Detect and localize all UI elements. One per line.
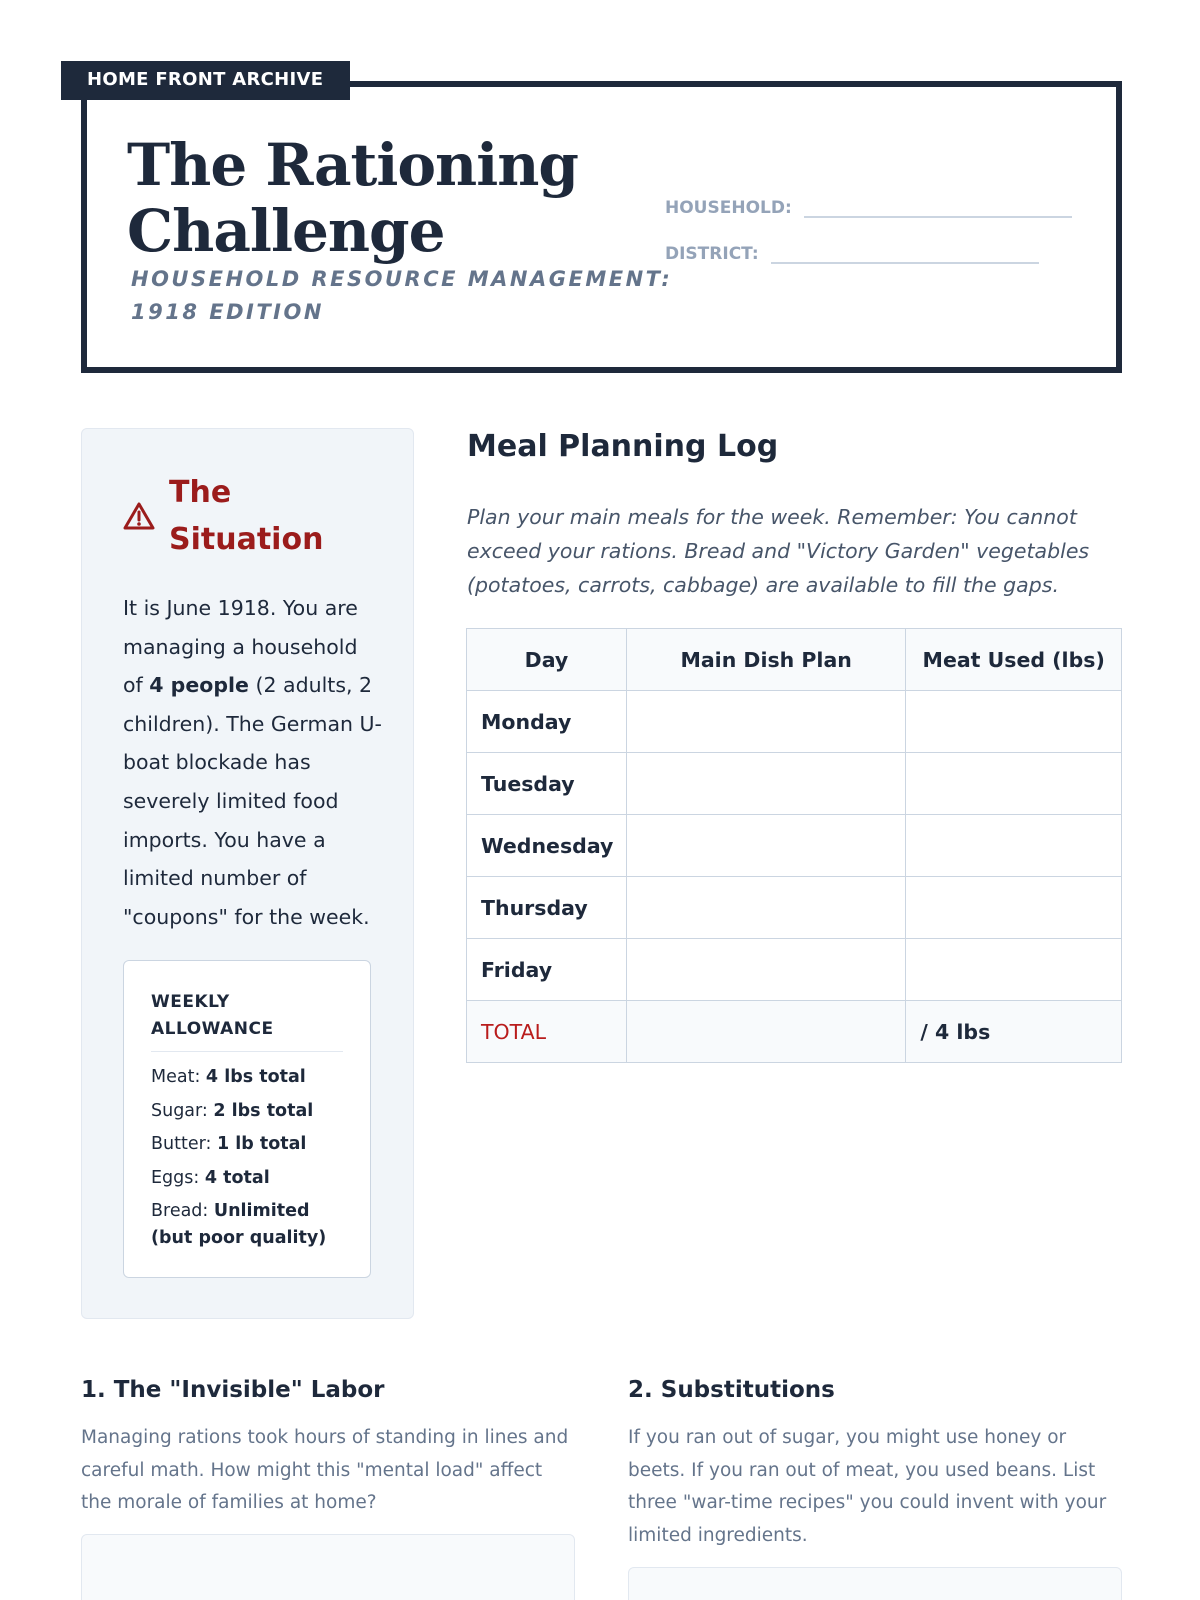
meat-used-input-cell[interactable] <box>906 691 1122 753</box>
total-row <box>467 1001 1122 1063</box>
main-dish-input-cell[interactable] <box>626 691 905 753</box>
main-dish-input-cell[interactable] <box>626 877 905 939</box>
allowance-value: 2 lbs total <box>213 1100 314 1121</box>
situation-text-part-1: It is June 1918. You are managing a household of <box>123 596 358 698</box>
table-row <box>467 753 1122 815</box>
situation-heading <box>169 469 323 563</box>
main-dish-input-cell[interactable] <box>626 939 905 1001</box>
column-header-day: Day <box>467 629 627 691</box>
title-line-2: Challenge <box>127 197 445 265</box>
meat-used-input-cell[interactable] <box>906 939 1122 1001</box>
allowance-value: 4 lbs total <box>205 1067 306 1087</box>
total-dish-cell <box>626 1001 905 1063</box>
allowance-value: Unlimited (but poor quality) <box>151 1201 327 1248</box>
situation-heading-line-2: Situation <box>169 522 324 557</box>
meat-used-input-cell[interactable] <box>906 815 1122 877</box>
day-cell: Thursday <box>467 877 627 939</box>
column-header-meat-used: Meat Used (lbs) <box>906 629 1122 691</box>
day-cell: Monday <box>467 691 627 753</box>
meal-planning-table <box>466 628 1122 1063</box>
allowance-label: Eggs: <box>151 1167 205 1188</box>
weekly-allowance-card <box>123 960 371 1278</box>
title-line-1: The Rationing <box>127 131 578 199</box>
table-row <box>467 815 1122 877</box>
allowance-label: Bread: <box>151 1201 214 1221</box>
total-label: TOTAL <box>467 1001 627 1063</box>
day-cell: Wednesday <box>467 815 627 877</box>
situation-sidebar <box>81 428 414 1319</box>
allowance-title: WEEKLY ALLOWANCE <box>151 989 343 1052</box>
main-dish-input-cell[interactable] <box>626 815 905 877</box>
day-cell: Friday <box>467 939 627 1001</box>
household-blank-line[interactable] <box>804 198 1072 218</box>
table-row <box>467 939 1122 1001</box>
allowance-item-bread <box>151 1198 343 1252</box>
allowance-item-sugar <box>151 1098 343 1125</box>
question-2-answer-box[interactable] <box>628 1567 1122 1600</box>
table-header-row <box>467 629 1122 691</box>
situation-heading-line-1: The <box>169 475 232 510</box>
question-1-answer-box[interactable] <box>81 1534 575 1600</box>
allowance-label: Butter: <box>151 1134 217 1154</box>
district-field[interactable] <box>665 244 1039 264</box>
meal-log-description: Plan your main meals for the week. Remember: You cannot exceed your rations. Bread and "Victory Garden" vegetables (potatoes, carrots, cabbage) are available to fill the gaps. <box>467 505 1090 597</box>
question-1-title: 1. The "Invisible" Labor <box>81 1377 385 1403</box>
column-header-main-dish: Main Dish Plan <box>626 629 905 691</box>
situation-text-part-2: (2 adults, 2 children). The German U-boat blockade has severely limited food imports. You have a limited number of "coupons" for the week. <box>123 673 382 929</box>
meat-used-input-cell[interactable] <box>906 753 1122 815</box>
question-2-title: 2. Substitutions <box>628 1377 835 1403</box>
situation-text-bold: 4 people <box>149 673 249 698</box>
archive-tag: HOME FRONT ARCHIVE <box>61 61 350 100</box>
meal-log-title: Meal Planning Log <box>467 429 779 464</box>
situation-text <box>123 589 383 936</box>
warning-triangle-icon <box>122 501 156 531</box>
day-cell: Tuesday <box>467 753 627 815</box>
allowance-item-butter <box>151 1131 343 1158</box>
allowance-label: Meat: <box>151 1067 206 1087</box>
district-blank-line[interactable] <box>771 244 1039 264</box>
main-dish-input-cell[interactable] <box>626 753 905 815</box>
page-subtitle: HOUSEHOLD RESOURCE MANAGEMENT: 1918 EDITION <box>131 267 673 324</box>
allowance-item-eggs <box>151 1165 343 1192</box>
allowance-label: Sugar: <box>151 1100 214 1121</box>
table-row <box>467 877 1122 939</box>
total-meat-cell[interactable]: / 4 lbs <box>906 1001 1122 1063</box>
household-label: HOUSEHOLD: <box>665 198 792 218</box>
allowance-value: 4 total <box>204 1167 270 1188</box>
header-box <box>81 81 1122 373</box>
meat-used-input-cell[interactable] <box>906 877 1122 939</box>
allowance-item-meat <box>151 1064 343 1091</box>
household-field[interactable] <box>665 198 1072 218</box>
question-2-description: If you ran out of sugar, you might use honey or beets. If you ran out of meat, you used beans. List three "war-time recipes" you could invent with your limited ingredients. <box>628 1427 1107 1546</box>
page-title <box>127 132 578 264</box>
question-1-description: Managing rations took hours of standing in lines and careful math. How might this "mental load" affect the morale of families at home? <box>81 1427 569 1513</box>
district-label: DISTRICT: <box>665 244 759 264</box>
allowance-value: 1 lb total <box>216 1134 307 1154</box>
table-row <box>467 691 1122 753</box>
